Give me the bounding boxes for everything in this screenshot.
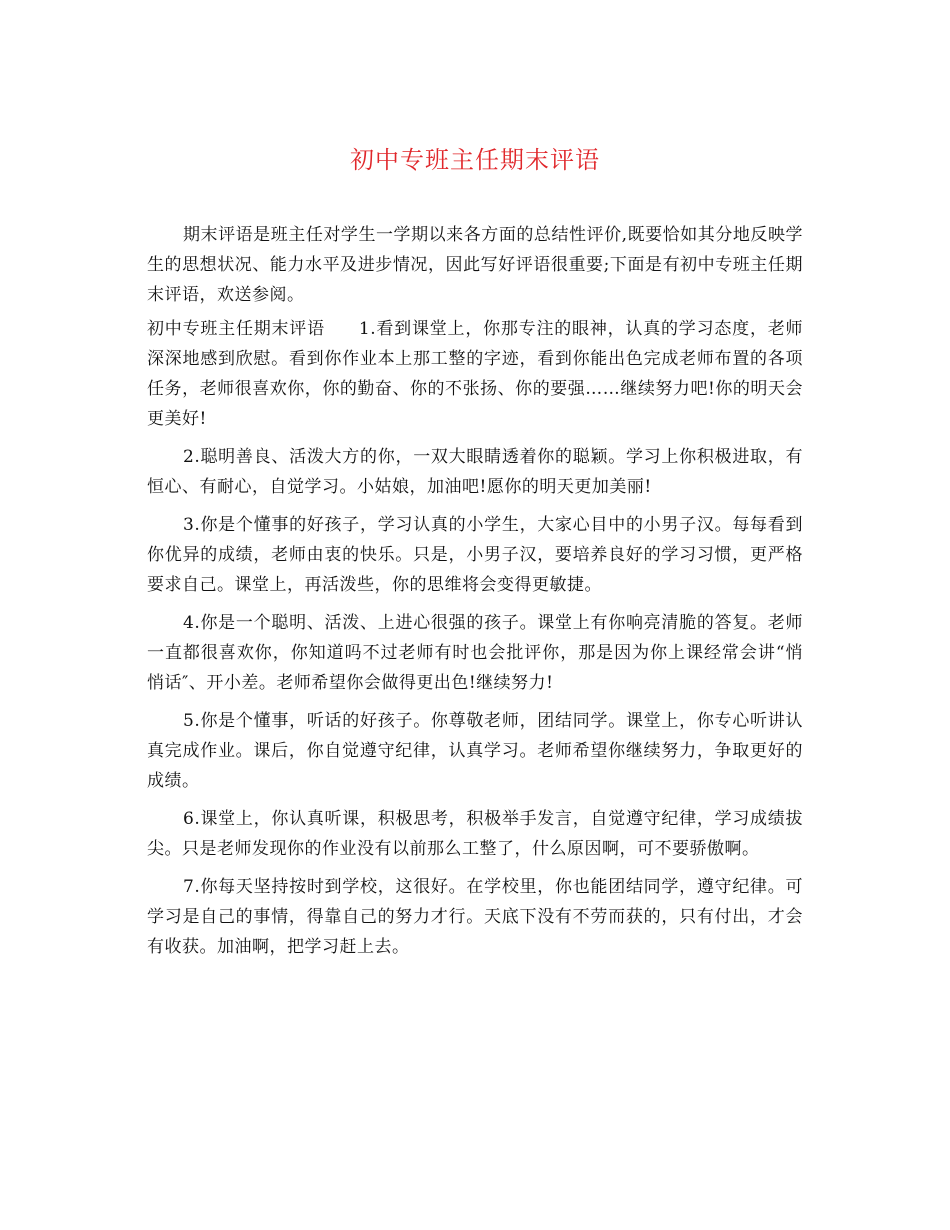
page-title: 初中专班主任期末评语 (350, 146, 600, 174)
document-body (147, 220, 803, 962)
comment-paragraph-6: 6.课堂上，你认真听课，积极思考，积极举手发言，自觉遵守纪律，学习成绩拔尖。只是老师发现你的作业没有以前那么工整了，什么原因啊，可不要骄傲啊。 (147, 809, 803, 859)
comment-paragraph-3: 3.你是个懂事的好孩子，学习认真的小学生，大家心目中的小男子汉。每每看到你优异的成绩，老师由衷的快乐。只是，小男子汉，要培养良好的学习习惯，更严格要求自己。课堂上，再活泼些，你的思维将会变得更敏捷。 (147, 515, 803, 595)
section-label: 初中专班主任期末评语 (147, 319, 325, 339)
comment-text-1: 1.看到课堂上，你那专注的眼神，认真的学习态度，老师深深地感到欣慰。看到你作业本上那工整的字迹，看到你能出色完成老师布置的各项任务，老师很喜欢你，你的勤奋、你的不张扬、你的要强……继续努力吧!你的明天会更美好! (147, 319, 804, 429)
comment-paragraph-5: 5.你是个懂事，听话的好孩子。你尊敬老师，团结同学。课堂上，你专心听讲认真完成作业。课后，你自觉遵守纪律，认真学习。老师希望你继续努力，争取更好的成绩。 (147, 711, 803, 791)
comment-paragraph-7: 7.你每天坚持按时到学校，这很好。在学校里，你也能团结同学，遵守纪律。可学习是自己的事情，得靠自己的努力才行。天底下没有不劳而获的，只有付出，才会有收获。加油啊，把学习赶上去。 (147, 877, 803, 957)
comment-paragraph-2: 2.聪明善良、活泼大方的你，一双大眼睛透着你的聪颖。学习上你积极进取，有恒心、有耐心，自觉学习。小姑娘，加油吧!愿你的明天更加美丽! (147, 447, 803, 497)
comment-paragraph-4: 4.你是一个聪明、活泼、上进心很强的孩子。课堂上有你响亮清脆的答复。老师一直都很喜欢你，你知道吗不过老师有时也会批评你，那是因为你上课经常会讲“悄悄话″、开小差。老师希望你会做得更出色!继续努力! (147, 613, 803, 693)
comment-paragraph-1 (147, 314, 803, 434)
intro-paragraph: 期末评语是班主任对学生一学期以来各方面的总结性评价,既要恰如其分地反映学生的思想状况、能力水平及进步情况，因此写好评语很重要;下面是有初中专班主任期末评语，欢送参阅。 (147, 225, 803, 305)
